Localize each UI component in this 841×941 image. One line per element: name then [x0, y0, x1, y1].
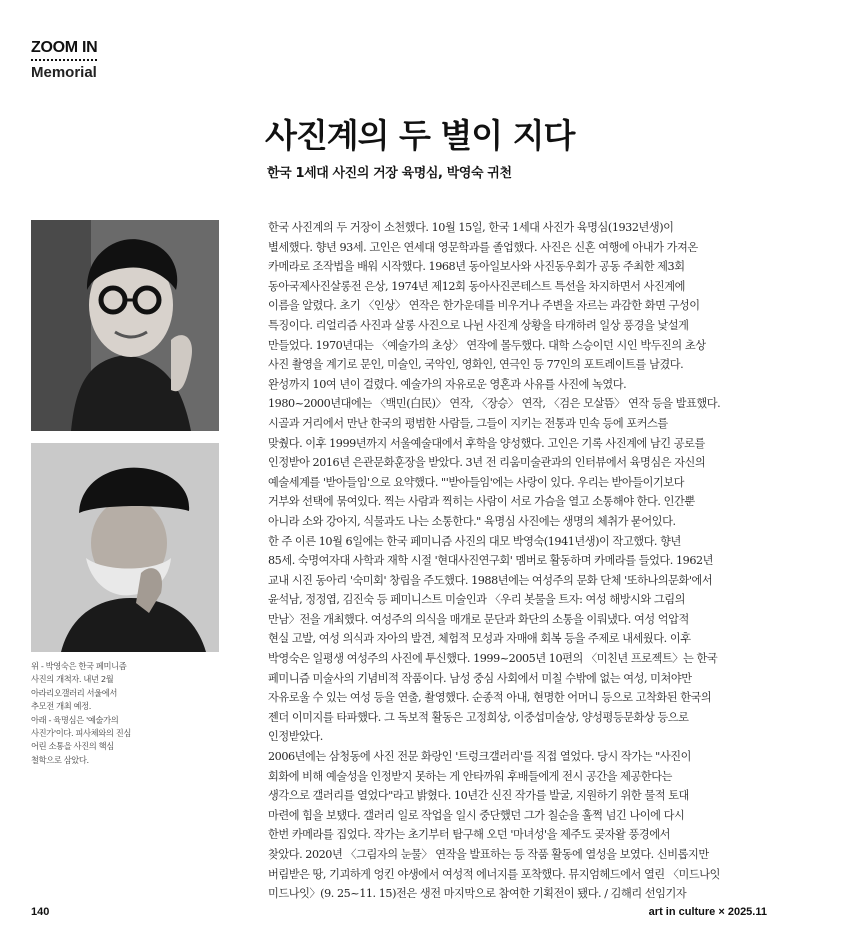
- page-number: 140: [31, 906, 50, 918]
- photo-park-youngsook: [31, 220, 219, 431]
- body-line: 인정받았다.: [268, 730, 323, 744]
- caption-line: 위 - 박영숙은 한국 페미니즘: [31, 661, 127, 671]
- body-line: 젠더 이미지를 타파했다. 그 독보적 활동은 고정희상, 이중섭미술상, 양성평등문화상 등으로: [268, 710, 689, 724]
- body-line: 별세했다. 향년 93세. 고인은 연세대 영문학과를 졸업했다. 사진은 신혼 여행에 아내가 가져온: [268, 240, 698, 254]
- body-line: 이름을 알렸다. 초기 〈인상〉 연작은 한가운데를 비우거나 주변을 자르는 과감한 화면 구성이: [268, 299, 700, 313]
- body-line: 한국 사진계의 두 거장이 소천했다. 10월 15일, 한국 1세대 사진가 육명심(1932년생)이: [268, 221, 674, 234]
- body-line: 미드나잇〉(9. 25~11. 15)전은 생전 마지막으로 참여한 기획전이 됐다. / 김해리 선임기자: [268, 887, 687, 901]
- body-line: 시골과 거리에서 만난 한국의 평범한 사람들, 그들이 지키는 전통과 민속 등에 포커스를: [268, 416, 668, 430]
- caption-line: 아라리오갤러리 서울에서: [31, 687, 118, 698]
- article-title: 사진계의 두 별이 지다: [265, 116, 575, 155]
- section-name: Memorial: [31, 64, 97, 81]
- body-line: 인정받아 2016년 은관문화훈장을 받았다. 3년 전 리움미술관과의 인터뷰에서 육명심은 자신의: [268, 456, 706, 470]
- photo-yuk-myungsim: [31, 443, 219, 652]
- body-line: 생각으로 갤러리를 열었다"라고 밝혔다. 10년간 신진 작가를 발굴, 지원하기 위한 물적 토대: [268, 789, 689, 803]
- portrait-man-image: [31, 443, 219, 652]
- body-line: 특징이다. 리얼리즘 사진과 살롱 사진으로 나뉜 사진계 상황을 타개하려 일상 풍경을 낯설게: [268, 318, 689, 332]
- caption-line: 추모전 개최 예정.: [31, 701, 92, 712]
- caption-line: 아래 - 육명심은 '예술가의: [31, 714, 119, 725]
- body-line: 동아국제사진살롱전 은상, 1974년 제12회 동아사진콘테스트 특선을 차지하면서 사진계에: [268, 279, 686, 293]
- section-label: [31, 40, 97, 80]
- magazine-issue: art in culture × 2025.11: [648, 906, 767, 918]
- body-line: 만들었다. 1970년대는 〈예술가의 초상〉 연작에 몰두했다. 대학 스승이던 시인 박두진의 초상: [268, 338, 706, 352]
- body-line: 사진 촬영을 계기로 문인, 미술인, 국악인, 영화인, 연극인 등 77인의 포트레이트를 남겼다.: [268, 358, 684, 372]
- body-line: 예술세계를 '받아들임'으로 요약했다. "'받아들임'에는 사랑이 있다. 우리는 받아들이기보다: [268, 475, 685, 489]
- caption-line: 어린 소통을 사진의 핵심: [31, 741, 114, 752]
- body-line: 완성까지 10여 년이 걸렸다. 예술가의 자유로운 영혼과 사유를 사진에 녹였다.: [268, 377, 627, 391]
- body-line: 2006년에는 삼청동에 사진 전문 화랑인 '트렁크갤러리'를 직접 열었다. 당시 작가는 "사진이: [268, 750, 691, 764]
- body-line: 한 주 이른 10월 6일에는 한국 페미니즘 사진의 대모 박영숙(1941년생)이 작고했다. 향년: [268, 534, 681, 548]
- portrait-woman-image: [31, 220, 219, 431]
- caption-line: 사진의 개척자. 내년 2월: [31, 674, 114, 685]
- body-line: 1980~2000년대에는 〈백민(白民)〉 연작, 〈장승〉 연작, 〈검은 모살뜸〉 연작 등을 발표했다.: [268, 397, 721, 411]
- body-line: 카메라로 조작법을 배워 시작했다. 1968년 동아일보사와 사진동우회가 공동 주최한 제3회: [268, 260, 685, 274]
- body-line: 자유로울 수 있는 여성 등을 연출, 촬영했다. 순종적 아내, 현명한 어머니 등으로 고착화된 한국의: [268, 691, 712, 705]
- photo-caption: [31, 660, 226, 767]
- body-line: 찾았다. 2020년 〈그림자의 눈물〉 연작을 발표하는 등 작품 활동에 열성을 보였다. 신비롭지만: [268, 848, 709, 861]
- body-line: 회화에 비해 예술성을 인정받지 못하는 게 안타까워 후배들에게 전시 공간을 제공한다는: [268, 769, 672, 783]
- body-line: 만남〉전을 개최했다. 여성주의 의식을 매개로 문단과 화단의 소통을 이뤄냈다. 여성 억압적: [268, 612, 689, 626]
- body-line: 마련에 힘을 보탰다. 갤러리 일로 작업을 일시 중단했던 그가 칠순을 훌쩍 넘긴 나이에 다시: [268, 808, 685, 822]
- body-line: 박영숙은 일평생 여성주의 사진에 투신했다. 1999~2005년 10편의 〈미친년 프로젝트〉는 한국: [268, 652, 718, 666]
- article-subtitle: 한국 1세대 사진의 거장 육명심, 박영숙 귀천: [267, 166, 512, 181]
- body-line: 윤석남, 정정엽, 김진숙 등 페미니스트 미술인과 〈우리 봇물을 트자: 여성 해방시와 그림의: [268, 593, 685, 607]
- body-line: 버림받은 땅, 기괴하게 엉킨 야생에서 여성적 에너지를 포착했다. 뮤지엄헤드에서 열린 〈미드나잇: [268, 867, 720, 881]
- body-line: 아니라 소와 강아지, 식물과도 나는 소통한다." 육명심 사진에는 생명의 체취가 묻어있다.: [268, 514, 676, 528]
- caption-line: 사진가'이다. 피사체와의 진심: [31, 728, 131, 739]
- body-line: 맞췄다. 이후 1999년까지 서울예술대에서 후학을 양성했다. 고인은 기록 사진계에 남긴 공로를: [268, 436, 705, 450]
- body-line: 페미니즘 미술사의 기념비적 작품이다. 남성 중심 사회에서 미칠 수밖에 없는 여성, 미쳐야만: [268, 671, 692, 685]
- body-line: 85세. 숙명여자대 사학과 재학 시절 '현대사진연구회' 멤버로 활동하며 카메라를 들었다. 1962년: [268, 554, 714, 568]
- article-body: [268, 218, 768, 904]
- section-kicker: ZOOM IN: [31, 40, 97, 61]
- body-line: 교내 시진 동아리 '숙미회' 창립을 주도했다. 1988년에는 여성주의 문화 단체 '또하나의문화'에서: [268, 573, 713, 587]
- body-line: 한번 카메라를 집었다. 작가는 초기부터 탐구해 오던 '마녀성'을 제주도 곶자왈 풍경에서: [268, 828, 670, 842]
- body-line: 거부와 선택에 묶여있다. 찍는 사람과 찍히는 사람이 서로 가슴을 열고 소통해야 한다. 인간뿐: [268, 495, 695, 509]
- caption-line: 철학으로 삼았다.: [31, 754, 89, 765]
- body-line: 현실 고발, 여성 의식과 자아의 발견, 체험적 모성과 자매애 회복 등을 주제로 내세웠다. 이후: [268, 632, 691, 646]
